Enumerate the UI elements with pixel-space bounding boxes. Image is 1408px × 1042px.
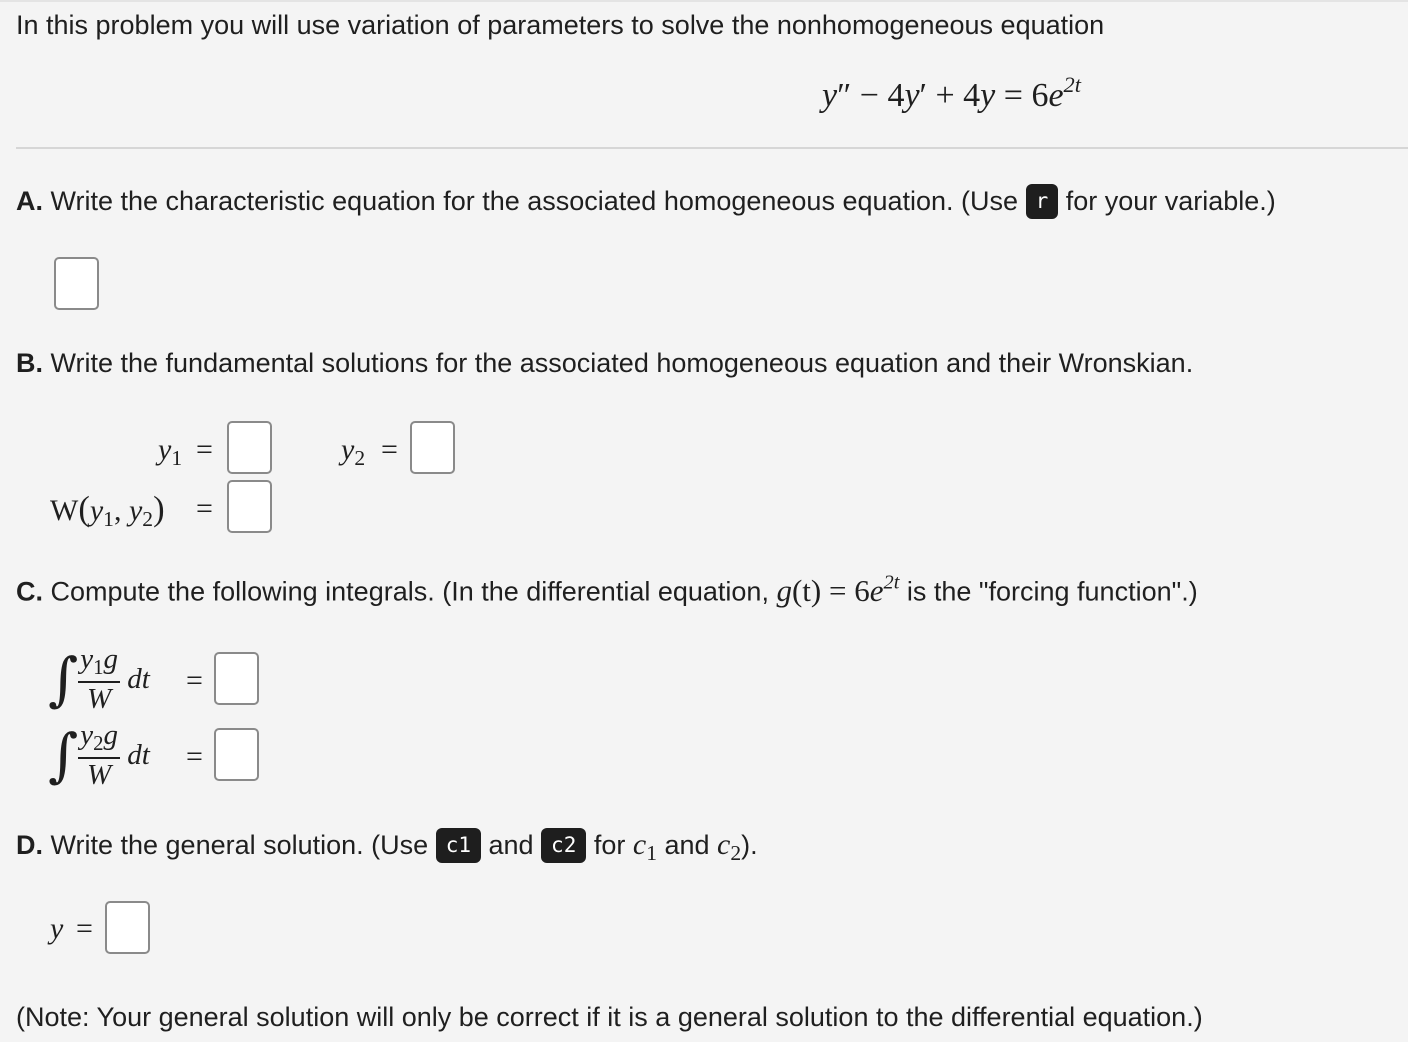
wronskian-label: $W(y_1$, $y_2$) <box>50 490 165 532</box>
intro-text: In this problem you will use variation of parameters to solve the nonhomogeneous equation <box>16 10 1105 40</box>
constant-c1-chip: c1 <box>436 828 481 863</box>
wronskian-input[interactable] <box>227 480 272 533</box>
integral-1-equals: = <box>186 664 203 697</box>
general-solution-equals: = <box>76 912 93 945</box>
integral-2-expression: ∫ $\frac{y_2g}{W}$ dt <box>48 719 150 791</box>
part-a-prompt: A. Write the characteristic equation for the associated homogeneous equation. (Use r for your variable.) <box>16 184 1276 219</box>
y2-input[interactable] <box>410 421 455 474</box>
y1-label: $y_1$ <box>158 433 183 471</box>
section-divider <box>16 147 1408 149</box>
integral-sign: ∫ <box>48 645 79 714</box>
main-equation: $y'' - 4y' + 4y = 6e^{2t}$ <box>822 72 1081 114</box>
y1-equals: = <box>196 433 213 466</box>
general-solution-label: y <box>50 912 64 945</box>
part-a-letter: A. <box>16 186 43 216</box>
part-c-prompt: C. Compute the following integrals. (In the differential equation, $g(t) = 6e^{2t}$ is the "forcing function".) <box>16 571 1198 608</box>
part-b-prompt: B. Write the fundamental solutions for the associated homogeneous equation and their Wronskian. <box>16 348 1194 378</box>
integral-2-equals: = <box>186 740 203 773</box>
variable-r-chip: r <box>1026 184 1059 219</box>
integral-2-input[interactable] <box>214 728 259 781</box>
y1-input[interactable] <box>227 421 272 474</box>
integral-sign: ∫ <box>48 721 79 790</box>
forcing-function: $g(t) = 6e^{2t}$ <box>776 571 900 608</box>
integral-1-input[interactable] <box>214 652 259 705</box>
top-border <box>0 0 1408 2</box>
wronskian-equals: = <box>196 492 213 525</box>
integral-1-expression: ∫ $\frac{y_1g}{W}$ dt <box>48 643 150 715</box>
characteristic-equation-input[interactable] <box>54 257 99 310</box>
part-b-letter: B. <box>16 348 43 378</box>
general-solution-input[interactable] <box>105 901 150 954</box>
integral-2-fraction: $\frac{y_2g}{W}$ <box>80 719 119 791</box>
part-c-letter: C. <box>16 576 43 607</box>
constant-c2-chip: c2 <box>541 828 586 863</box>
y2-label: $y_2$ <box>341 433 366 471</box>
part-d-prompt: D. Write the general solution. (Use c1 and c2 for $c_1$ and $c_2$). <box>16 828 758 866</box>
part-d-letter: D. <box>16 830 43 860</box>
note-text: (Note: Your general solution will only be correct if it is a general solution to the differential equation.) <box>16 1002 1203 1032</box>
y2-equals: = <box>381 433 398 466</box>
integral-1-fraction: $\frac{y_1g}{W}$ <box>80 643 119 715</box>
